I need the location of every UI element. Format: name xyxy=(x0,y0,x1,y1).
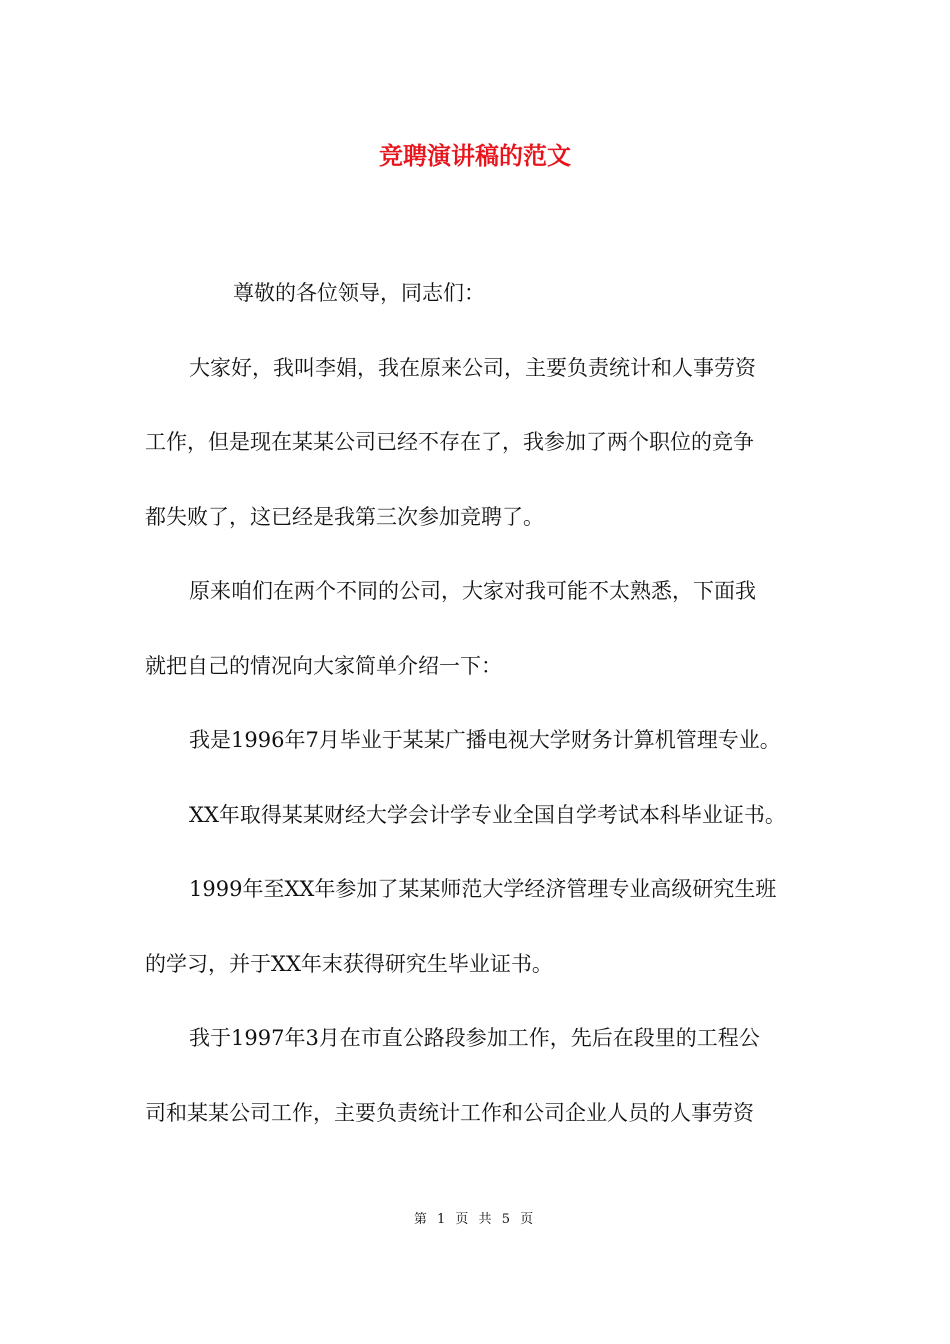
document-body xyxy=(145,274,809,1168)
document-title: 竞聘演讲稿的范文 xyxy=(379,141,571,170)
paragraph-line: 就把自己的情况向大家简单介绍一下： xyxy=(145,653,502,678)
salutation-line: 尊敬的各位领导，同志们： xyxy=(233,281,485,305)
page-number-footer: 第 1 页 共 5 页 xyxy=(413,1212,537,1227)
paragraph-line: 司和某某公司工作，主要负责统计工作和公司企业人员的人事劳资 xyxy=(145,1100,754,1125)
paragraph-line: 我是1996年7月毕业于某某广播电视大学财务计算机管理专业。 xyxy=(189,728,781,752)
paragraph-line: 的学习，并于XX年末获得研究生毕业证书。 xyxy=(145,951,553,976)
paragraph-line: 我于1997年3月在市直公路段参加工作，先后在段里的工程公 xyxy=(189,1026,760,1050)
paragraph-line: 原来咱们在两个不同的公司，大家对我可能不太熟悉，下面我 xyxy=(189,579,756,603)
paragraph-line: 大家好，我叫李娟，我在原来公司，主要负责统计和人事劳资 xyxy=(189,355,756,380)
paragraph-line: XX年取得某某财经大学会计学专业全国自学考试本科毕业证书。 xyxy=(189,802,786,827)
paragraph-line: 1999年至XX年参加了某某师范大学经济管理专业高级研究生班 xyxy=(189,877,777,901)
paragraph-line: 都失败了，这已经是我第三次参加竞聘了。 xyxy=(145,504,544,529)
paragraph-line: 工作，但是现在某某公司已经不存在了，我参加了两个职位的竞争 xyxy=(145,430,754,454)
